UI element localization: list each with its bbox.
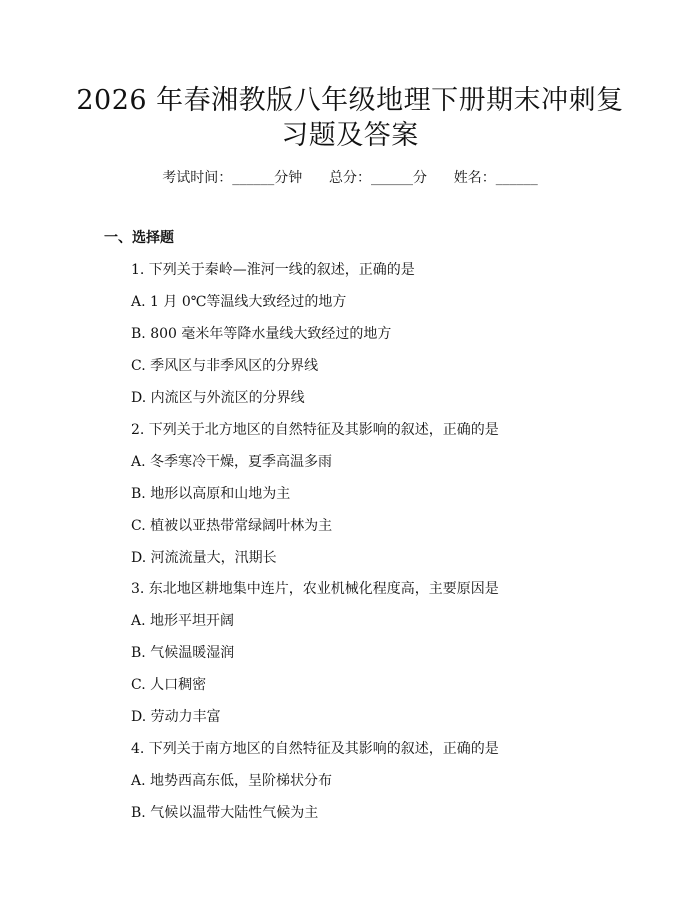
option-1d: D. 内流区与外流区的分界线 bbox=[131, 390, 305, 406]
option-4b: B. 气候以温带大陆性气候为主 bbox=[131, 805, 319, 821]
option-1a: A. 1 月 0℃等温线大致经过的地方 bbox=[131, 294, 347, 310]
option-2a: A. 冬季寒冷干燥，夏季高温多雨 bbox=[131, 454, 333, 470]
score-unit: 分 bbox=[413, 170, 427, 186]
option-1c: C. 季风区与非季风区的分界线 bbox=[131, 358, 319, 374]
question-3: 3. 东北地区耕地集中连片，农业机械化程度高，主要原因是 bbox=[131, 581, 499, 597]
section-heading: 一、选择题 bbox=[104, 230, 174, 246]
question-2: 2. 下列关于北方地区的自然特征及其影响的叙述，正确的是 bbox=[131, 422, 499, 438]
name-blank: ______ bbox=[495, 170, 538, 186]
question-4: 4. 下列关于南方地区的自然特征及其影响的叙述，正确的是 bbox=[131, 741, 499, 757]
title-line-2: 习题及答案 bbox=[281, 120, 419, 151]
option-3a: A. 地形平坦开阔 bbox=[131, 613, 235, 629]
time-unit: 分钟 bbox=[274, 170, 303, 186]
option-2c: C. 植被以亚热带常绿阔叶林为主 bbox=[131, 518, 333, 534]
name-label: 姓名： bbox=[453, 170, 496, 186]
score-blank: ______ bbox=[371, 170, 413, 186]
exam-info bbox=[0, 169, 700, 187]
option-3c: C. 人口稠密 bbox=[131, 677, 207, 693]
option-4a: A. 地势西高东低，呈阶梯状分布 bbox=[131, 773, 333, 789]
title-line-1: 2026 年春湘教版八年级地理下册期末冲刺复 bbox=[76, 85, 624, 116]
time-blank: ______ bbox=[232, 170, 275, 186]
time-label: 考试时间： bbox=[162, 170, 233, 186]
option-3b: B. 气候温暖湿润 bbox=[131, 645, 235, 661]
option-2b: B. 地形以高原和山地为主 bbox=[131, 486, 291, 502]
option-1b: B. 800 毫米年等降水量线大致经过的地方 bbox=[131, 326, 392, 342]
question-1: 1. 下列关于秦岭—淮河一线的叙述，正确的是 bbox=[131, 262, 415, 278]
option-2d: D. 河流流量大，汛期长 bbox=[131, 550, 277, 566]
score-label: 总分： bbox=[329, 170, 371, 186]
option-3d: D. 劳动力丰富 bbox=[131, 709, 221, 725]
